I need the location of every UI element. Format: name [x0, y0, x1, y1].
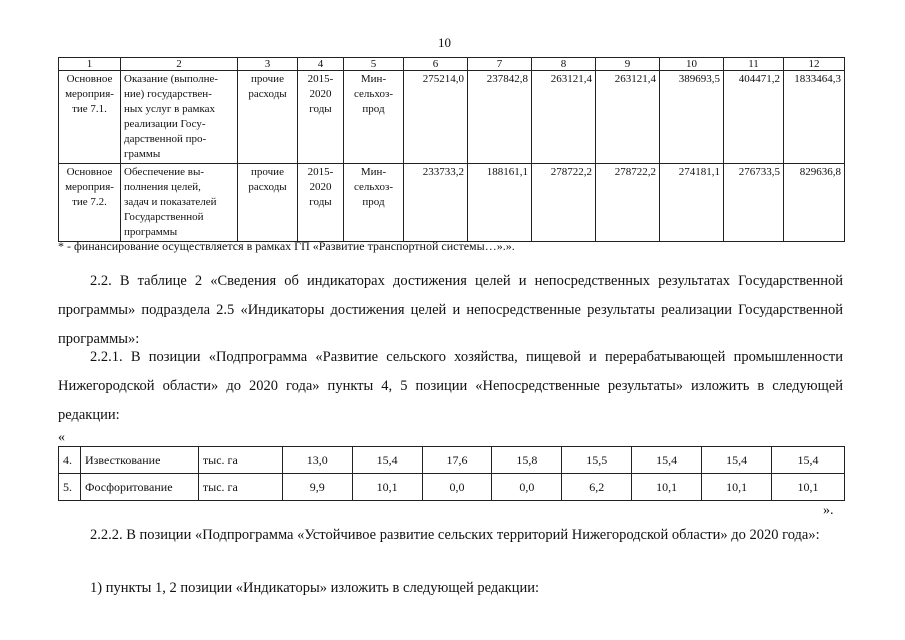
- value-cell: 9,9: [282, 474, 352, 501]
- period-cell: 2015- 2020 годы: [298, 164, 344, 242]
- value-cell: 0,0: [492, 474, 562, 501]
- measure-name-cell: Основное мероприя- тие 7.1.: [59, 71, 121, 164]
- column-number: 6: [404, 58, 468, 71]
- value-cell: 274181,1: [660, 164, 724, 242]
- value-cell: 15,5: [562, 447, 632, 474]
- paragraph-2-2: 2.2. В таблице 2 «Сведения об индикаторах достижения целей и непосредственных результатах Государственной программы» подраздела 2.5 «Индикаторы достижения целей и непосредственные результаты реализации Государственной программы»:: [58, 273, 843, 347]
- value-cell: 233733,2: [404, 164, 468, 242]
- value-cell: 15,4: [772, 447, 845, 474]
- value-cell: 263121,4: [532, 71, 596, 164]
- value-cell: 15,4: [702, 447, 772, 474]
- value-cell: 278722,2: [532, 164, 596, 242]
- value-cell: 0,0: [422, 474, 492, 501]
- value-cell: 10,1: [632, 474, 702, 501]
- unit-cell: тыс. га: [198, 474, 282, 501]
- value-cell: 13,0: [282, 447, 352, 474]
- measure-name-cell: Основное мероприя- тие 7.2.: [59, 164, 121, 242]
- measure-description-cell: Оказание (выполне- ние) государствен- ных услуг в рамках реализации Госу- дарственной про- граммы: [121, 71, 238, 164]
- value-cell: 10,1: [352, 474, 422, 501]
- measure-description-cell: Обеспечение вы- полнения целей, задач и показателей Государственной программы: [121, 164, 238, 242]
- value-cell: 1833464,3: [784, 71, 845, 164]
- value-cell: 6,2: [562, 474, 632, 501]
- column-number: 3: [238, 58, 298, 71]
- value-cell: 10,1: [772, 474, 845, 501]
- row-number: 4.: [59, 447, 81, 474]
- column-number: 11: [724, 58, 784, 71]
- table-row: [59, 71, 845, 164]
- column-number: 10: [660, 58, 724, 71]
- column-number: 9: [596, 58, 660, 71]
- indicator-name: Фосфоритование: [80, 474, 198, 501]
- period-cell: 2015- 2020 годы: [298, 71, 344, 164]
- value-cell: 275214,0: [404, 71, 468, 164]
- table-header-row: [59, 58, 845, 71]
- value-cell: 15,8: [492, 447, 562, 474]
- table-row: [59, 447, 845, 474]
- executor-cell: Мин- сельхоз- прод: [344, 71, 404, 164]
- row-number: 5.: [59, 474, 81, 501]
- column-number: 2: [121, 58, 238, 71]
- table-row: [59, 164, 845, 242]
- page-number: 10: [438, 35, 451, 50]
- value-cell: 389693,5: [660, 71, 724, 164]
- column-number: 7: [468, 58, 532, 71]
- value-cell: 15,4: [632, 447, 702, 474]
- paragraph-2-2-1: 2.2.1. В позиции «Подпрограмма «Развитие сельского хозяйства, пищевой и перерабатывающей промышленности Нижегородской области» до 2020 года» пункты 4, 5 позиции «Непосредственные результаты» изложить в следующей редакции:: [58, 349, 843, 423]
- opening-quote: «: [58, 430, 65, 445]
- paragraph-item-1: 1) пункты 1, 2 позиции «Индикаторы» изложить в следующей редакции:: [90, 580, 540, 596]
- value-cell: 237842,8: [468, 71, 532, 164]
- executor-cell: Мин- сельхоз- прод: [344, 164, 404, 242]
- value-cell: 10,1: [702, 474, 772, 501]
- column-number: 1: [59, 58, 121, 71]
- expense-type-cell: прочие расходы: [238, 71, 298, 164]
- column-number: 12: [784, 58, 845, 71]
- table-row: [59, 474, 845, 501]
- value-cell: 15,4: [352, 447, 422, 474]
- value-cell: 263121,4: [596, 71, 660, 164]
- financing-table: [58, 57, 845, 242]
- value-cell: 829636,8: [784, 164, 845, 242]
- footnote: * - финансирование осуществляется в рамках ГП «Развитие транспортной системы…».».: [58, 239, 515, 253]
- value-cell: 17,6: [422, 447, 492, 474]
- column-number: 8: [532, 58, 596, 71]
- unit-cell: тыс. га: [198, 447, 282, 474]
- closing-quote: ».: [823, 503, 834, 518]
- indicators-table: [58, 446, 845, 501]
- paragraph-2-2-2: 2.2.2. В позиции «Подпрограмма «Устойчивое развитие сельских территорий Нижегородской области» до 2020 года»:: [90, 527, 820, 543]
- expense-type-cell: прочие расходы: [238, 164, 298, 242]
- value-cell: 276733,5: [724, 164, 784, 242]
- value-cell: 188161,1: [468, 164, 532, 242]
- value-cell: 278722,2: [596, 164, 660, 242]
- indicator-name: Известкование: [80, 447, 198, 474]
- column-number: 4: [298, 58, 344, 71]
- column-number: 5: [344, 58, 404, 71]
- value-cell: 404471,2: [724, 71, 784, 164]
